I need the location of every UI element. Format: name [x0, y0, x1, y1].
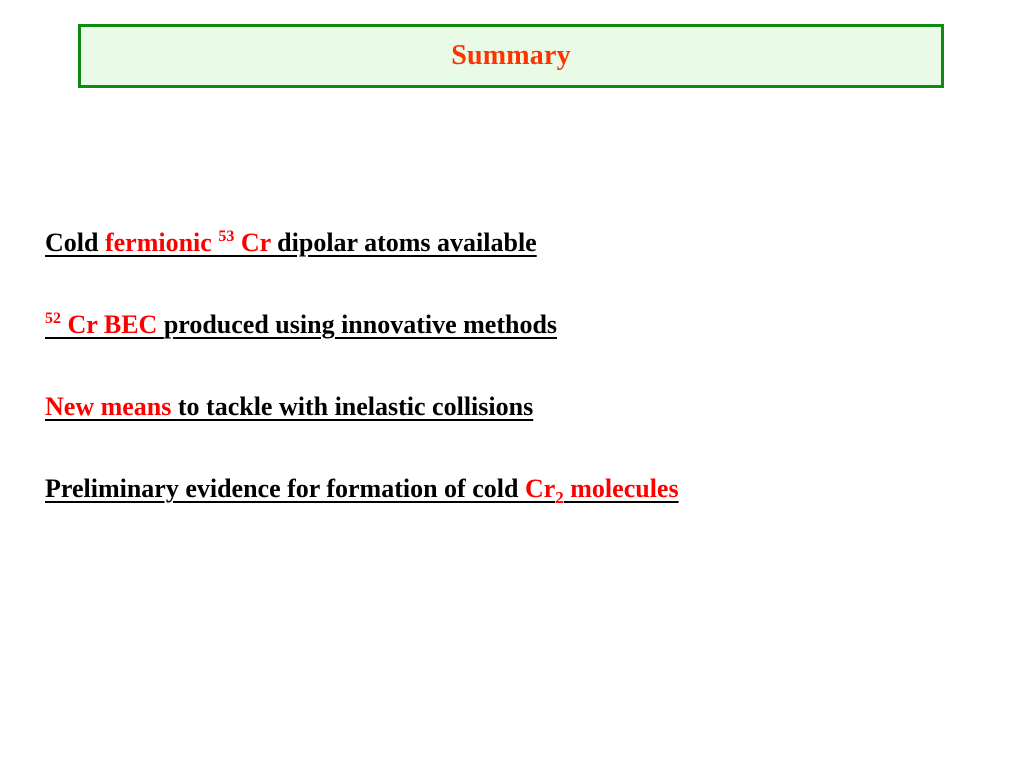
- point-text: Cold: [45, 228, 105, 257]
- point-highlight: New means: [45, 392, 178, 421]
- point-highlight: Cr BEC: [61, 310, 164, 339]
- point-text: dipolar atoms available: [277, 228, 537, 257]
- point-text: to tackle with inelastic collisions: [177, 392, 534, 421]
- summary-point-fermionic-cr: [45, 228, 537, 258]
- summary-point-cr-bec: [45, 310, 557, 340]
- point-highlight: fermionic: [104, 228, 219, 257]
- title-box: [78, 24, 944, 88]
- point-highlight: Cr: [234, 228, 278, 257]
- point-highlight: molecules: [563, 474, 679, 503]
- isotope-superscript: 53: [218, 228, 235, 245]
- summary-point-new-means: [45, 392, 533, 422]
- point-text: Preliminary evidence for formation of cold: [45, 474, 525, 503]
- point-highlight: Cr: [524, 474, 556, 503]
- molecule-subscript: 2: [555, 488, 564, 507]
- summary-point-cr2-molecules: [45, 474, 679, 507]
- slide-title: Summary: [451, 40, 571, 71]
- point-text: produced using innovative methods: [163, 310, 558, 339]
- isotope-superscript: 52: [45, 310, 61, 327]
